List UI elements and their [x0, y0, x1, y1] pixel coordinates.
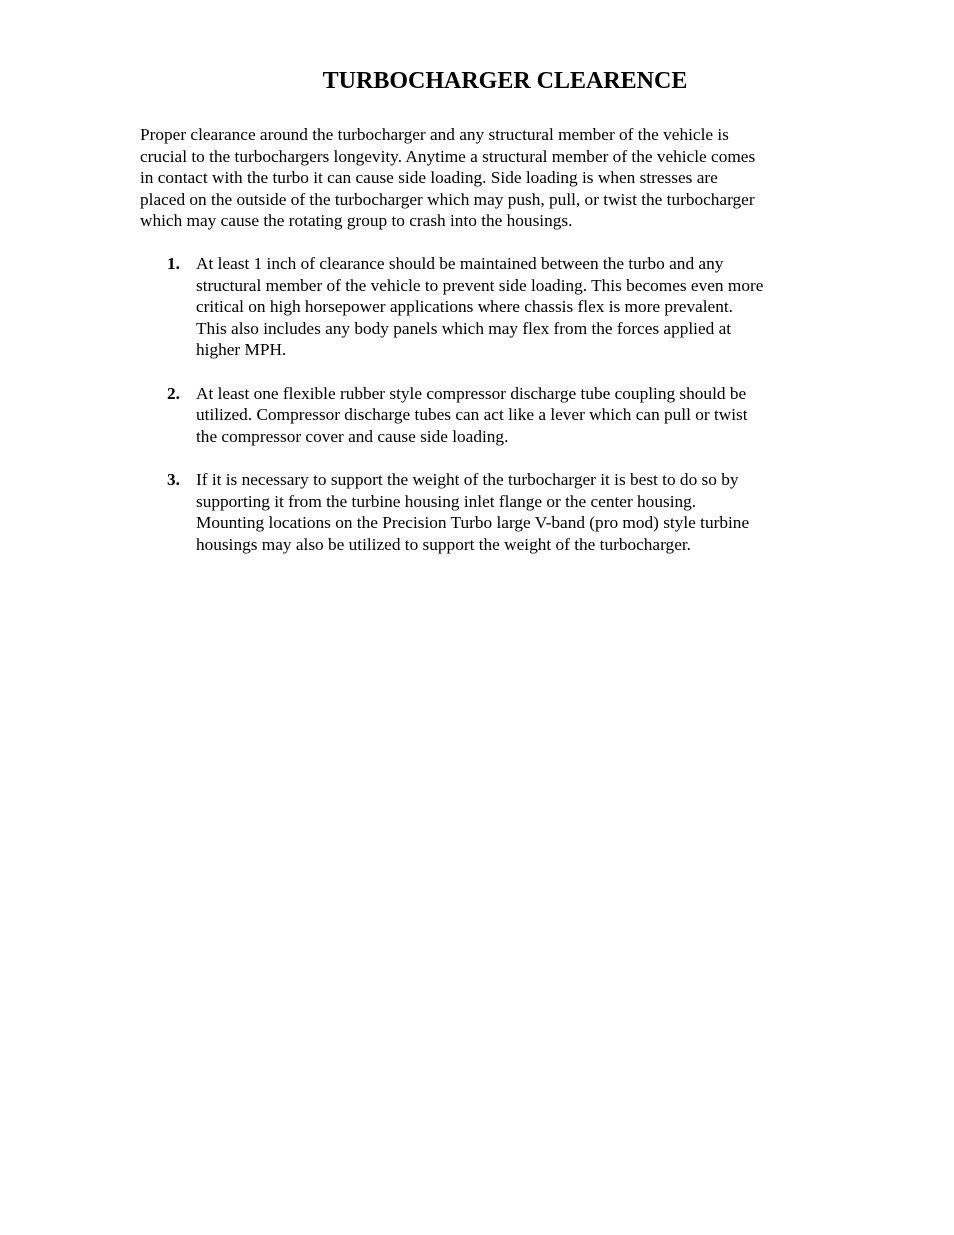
list-item-line: the compressor cover and cause side loading. — [196, 426, 509, 446]
list-item-number: 1. — [167, 254, 180, 273]
list-item-line: At least one flexible rubber style compressor discharge tube coupling should be — [196, 383, 747, 403]
list-item-line: structural member of the vehicle to prevent side loading. This becomes even more — [196, 275, 764, 295]
list-item-line: At least 1 inch of clearance should be maintained between the turbo and any — [196, 254, 724, 273]
list-item-line: If it is necessary to support the weight of the turbocharger it is best to do so by — [196, 469, 739, 489]
list-item-line: utilized. Compressor discharge tubes can act like a lever which can pull or twist — [196, 405, 748, 425]
list-item-line: This also includes any body panels which may flex from the forces applied at — [196, 318, 732, 338]
intro-line: Proper clearance around the turbocharger and any structural member of the vehicle is — [140, 125, 729, 144]
document-title: TURBOCHARGER CLEARENCE — [322, 68, 688, 94]
numbered-list — [140, 253, 830, 577]
list-item-line: housings may also be utilized to support the weight of the turbocharger. — [196, 534, 691, 554]
list-item-number: 2. — [167, 383, 180, 403]
list-item-line: higher MPH. — [196, 340, 287, 360]
list-item-line: supporting it from the turbine housing inlet flange or the center housing. — [196, 491, 697, 511]
intro-line: in contact with the turbo it can cause side loading. Side loading is when stresses are — [140, 168, 718, 188]
intro-line: placed on the outside of the turbocharger which may push, pull, or twist the turbocharger — [140, 189, 755, 209]
list-item-line: Mounting locations on the Precision Turbo large V-band (pro mod) style turbine — [196, 513, 750, 533]
intro-paragraph — [140, 124, 820, 232]
list-item-2 — [140, 383, 830, 448]
intro-line: crucial to the turbochargers longevity. Anytime a structural member of the vehicle comes — [140, 146, 756, 166]
list-item-line: critical on high horsepower applications where chassis flex is more prevalent. — [196, 297, 733, 317]
list-item-3 — [140, 469, 830, 555]
list-item-1 — [140, 253, 830, 361]
intro-line: which may cause the rotating group to crash into the housings. — [140, 211, 573, 231]
list-item-number: 3. — [167, 469, 180, 489]
